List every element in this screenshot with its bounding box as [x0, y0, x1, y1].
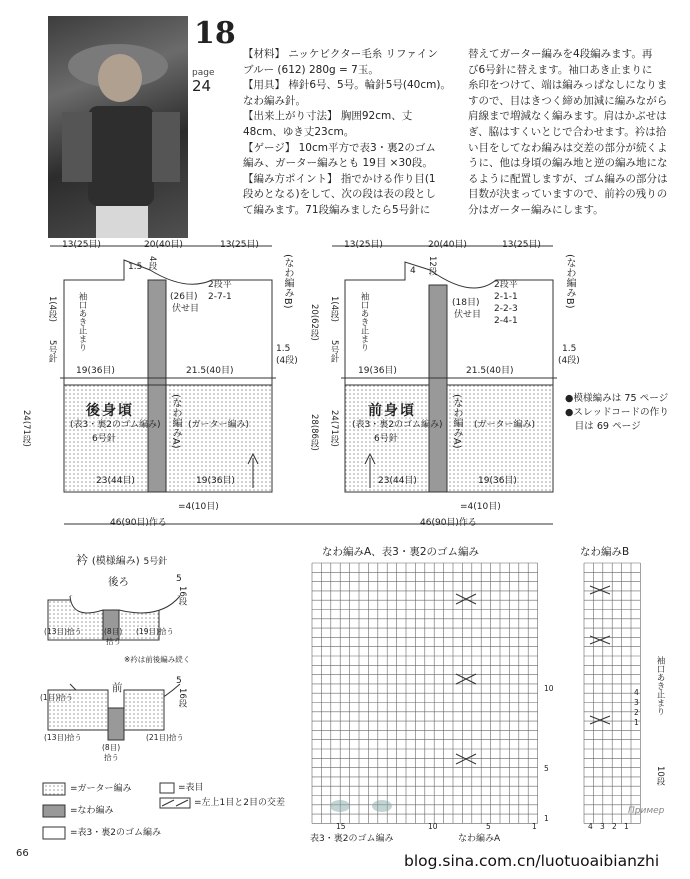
legend-garter: =ガーター編み: [70, 784, 132, 794]
collar-back-rows: 16段: [177, 586, 187, 606]
legend-cross: =左上1目と2目の交差: [194, 798, 285, 808]
chart-b-armhole: 袖口あき止まり: [655, 656, 665, 716]
front-left-side-top: 1(4段): [329, 296, 339, 322]
back-cable-a: (なわ編みA): [170, 394, 181, 449]
page-label: page: [192, 68, 215, 78]
back-garter: (ガーター編み): [188, 420, 250, 430]
note-line: 目は 69 ページ: [565, 421, 641, 432]
chart-b-row: 3: [634, 698, 639, 707]
back-right-small: 1.5: [276, 344, 291, 354]
back-bottom-right: 19(36目): [196, 476, 235, 486]
collar-back-height: 5: [176, 574, 182, 584]
collar-back-center: (8目): [104, 627, 123, 636]
text-line: 糸印をつけて、端は編みっぱなしになりま: [468, 79, 668, 92]
note-line: ●スレッドコードの作り: [565, 407, 669, 418]
back-total-width: 46(90目)作る: [110, 518, 167, 528]
stain-marks: [330, 800, 392, 812]
front-center-bindoff: 伏せ目: [454, 310, 482, 320]
back-left-side-top: 1(4段): [47, 296, 57, 322]
text-line: 【材料】 ニッケビクター毛糸 リファイン: [243, 48, 438, 60]
collar-back-left: (13目)拾う: [44, 627, 82, 636]
front-bottom-left: 23(44目): [378, 476, 417, 486]
collar-title-main: 衿: [76, 553, 89, 567]
page-reference: 24: [192, 77, 212, 95]
text-line: 分はガーター編みにします。: [468, 203, 604, 216]
collar-front-center: (8目): [102, 743, 121, 752]
text-line: 段めとなる)をして、次の段は表の段とし: [243, 188, 436, 201]
collar-needle: 5号針: [143, 557, 168, 567]
front-neck-shaping-2: 2-1-1: [494, 292, 518, 302]
chart-a-title: なわ編みA、表3・裏2のゴム編み: [322, 546, 480, 558]
back-right-small-rows: (4段): [276, 356, 298, 366]
collar-front-left-top: (1目)拾う: [40, 693, 74, 702]
collar-back-right: (19目)拾う: [136, 627, 174, 636]
back-cord: =4(10目): [178, 502, 219, 512]
text-line: び6号針に替えます。袖口あき止まりに: [468, 63, 653, 76]
legend-knit: =表目: [178, 783, 204, 793]
legend-knit-swatch: [160, 783, 174, 793]
text-line: 48cm、ゆき丈23cm。: [243, 125, 355, 138]
chart-a-row-1: 1: [544, 814, 549, 823]
collar-title-sub: (模様編み): [91, 556, 140, 567]
front-needle: 6号針: [374, 434, 398, 444]
chart-b-row: 4: [634, 688, 639, 697]
back-mid-left: 19(36目): [76, 366, 115, 376]
notes-block: [565, 392, 669, 434]
text-line: うに、他は身頃の編み地と逆の編み地にな: [468, 157, 668, 170]
chart-a-col-5: 5: [486, 822, 491, 831]
back-cable-panel: [148, 280, 166, 492]
text-line: 肩線まで増減なく編みます。肩はかぶせは: [468, 110, 667, 123]
chart-b-grid: [584, 563, 640, 823]
back-left-lower: 24(71段): [21, 410, 31, 447]
chart-b-row: 1: [634, 718, 639, 727]
back-center-bindoff: 伏せ目: [172, 304, 200, 314]
back-title: 後身頃: [86, 403, 134, 419]
back-center-sts: (26目): [170, 292, 198, 302]
back-left-needle: 5号針: [47, 340, 57, 363]
chart-a-col-1: 1: [532, 822, 537, 831]
back-subtitle: (表3・裏2のゴム編み): [70, 420, 161, 430]
back-neck-shaping-2: 2-7-1: [208, 292, 232, 302]
pattern-number: 18: [194, 16, 236, 51]
chart-a-row-10: 10: [544, 684, 554, 693]
chart-a-col-15: 15: [336, 822, 346, 831]
front-right-small-rows: (4段): [558, 356, 580, 366]
collar-front-height: 5: [176, 676, 182, 686]
collar-back-label: 後ろ: [108, 576, 129, 588]
back-needle: 6号針: [92, 434, 116, 444]
text-line: い目をしてなわ編みは交差の部分が続くよ: [468, 141, 668, 154]
back-neck-shaping: 2段平: [208, 280, 232, 290]
front-garter: (ガーター編み): [474, 420, 536, 430]
chart-a-col-10: 10: [428, 822, 438, 831]
back-bottom-left: 23(44目): [96, 476, 135, 486]
legend-rib: =表3・裏2のゴム編み: [70, 828, 161, 838]
front-neck-shaping: 2段平: [494, 280, 518, 290]
back-shoulder-small: 1.5: [128, 262, 143, 272]
text-line: 替えてガーター編みを4段編みます。再: [468, 48, 653, 60]
front-right-cable-label: (なわ編みB): [564, 254, 575, 309]
chart-a-bottom-left: 表3・裏2のゴム編み: [310, 834, 394, 844]
page-number: 66: [16, 848, 29, 859]
back-total-rows: 28(86段): [309, 414, 319, 451]
back-mid-right: 21.5(40目): [186, 366, 234, 376]
front-cable-a: (なわ編みA): [451, 394, 462, 449]
back-right-cable-label: (なわ編みB): [282, 254, 293, 309]
legend-cable: =なわ編み: [70, 806, 114, 816]
front-total-width: 46(90目)作る: [420, 518, 477, 528]
front-left-lower: 24(71段): [329, 410, 339, 447]
back-armhole-stop: 袖口あき止まり: [77, 292, 87, 352]
front-bottom-right: 19(36目): [478, 476, 517, 486]
legend-cable-swatch: [43, 805, 65, 817]
note-line: ●模様編みは 75 ページ: [565, 393, 669, 404]
front-dim-right: 13(25目): [502, 240, 541, 250]
front-dim-left: 13(25目): [344, 240, 383, 250]
front-armhole-stop: 袖口あき止まり: [359, 292, 369, 352]
legend-cross-swatch: [160, 798, 190, 808]
text-line: 【出来上がり寸法】 胸囲92cm、丈: [243, 110, 413, 123]
front-mid-right: 21.5(40目): [466, 366, 514, 376]
collar-front-right: (21目)拾う: [146, 733, 184, 742]
front-right-small: 1.5: [562, 344, 577, 354]
collar-title: [76, 554, 167, 568]
collar-front-label: 前: [112, 682, 123, 694]
text-line: て編みます。71段編みましたら5号針に: [243, 203, 431, 216]
text-line: ブルー (612) 280g = 7玉。: [243, 63, 379, 76]
chart-b-title: なわ編みB: [580, 546, 630, 558]
chart-b-rows-label: 10段: [655, 766, 665, 786]
front-cable-panel: [429, 285, 447, 492]
text-line: 【用具】 棒針6号、5号。輪針5号(40cm)。: [243, 79, 451, 92]
collar-note: ※衿は前後編み続く: [124, 655, 191, 664]
brand-mark: Пример: [628, 806, 665, 816]
front-left-needle: 5号針: [329, 340, 339, 363]
collar-back-center-2: 拾う: [106, 637, 121, 646]
front-shoulder-rows: 12段: [427, 256, 437, 276]
back-shoulder-rows: 4段: [147, 256, 157, 270]
collar-front-left: (13目)拾う: [44, 733, 82, 742]
legend-rib-swatch: [43, 827, 65, 839]
front-neck-shaping-3: 2-2-3: [494, 304, 518, 314]
front-title: 前身頃: [368, 403, 416, 419]
back-dim-mid: 20(40目): [144, 240, 183, 250]
text-line: るように配置しますが、ゴム編みの部分は: [468, 172, 668, 185]
back-dim-right: 13(25目): [220, 240, 259, 250]
chart-b-col: 1: [624, 822, 629, 831]
front-shoulder-small: 4: [410, 266, 416, 276]
collar-front-rows: 16段: [177, 688, 187, 708]
chart-b-row: 2: [634, 708, 639, 717]
chart-a-crosses: [456, 586, 610, 764]
chart-b-col: 4: [588, 822, 593, 831]
chart-a-bottom-right: なわ編みA: [458, 834, 501, 844]
front-subtitle: (表3・裏2のゴム編み): [352, 420, 443, 430]
watermark: blog.sina.com.cn/luotuoaibianzhi: [404, 852, 660, 870]
legend-garter-swatch: [43, 783, 65, 795]
text-line: 【編み方ポイント】 指でかける作り目(1: [243, 172, 436, 185]
text-line: すので、目はきつく締め加減に編みながら: [468, 94, 668, 107]
chart-b-col: 3: [600, 822, 605, 831]
back-dim-left: 13(25目): [62, 240, 101, 250]
front-center-sts: (18目): [452, 298, 480, 308]
front-cord: =4(10目): [460, 502, 501, 512]
collar-front-center-2: 拾う: [104, 753, 119, 762]
text-line: なわ編み針。: [243, 94, 306, 107]
chart-a-row-5: 5: [544, 764, 549, 773]
front-neck-shaping-4: 2-4-1: [494, 316, 518, 326]
back-total-height: 20(62段): [309, 304, 319, 341]
chart-b-col: 2: [612, 822, 617, 831]
text-line: 目数が決まっていますので、前衿の残りの: [468, 188, 668, 201]
front-mid-left: 19(36目): [358, 366, 397, 376]
text-line: 【ゲージ】 10cm平方で表3・裏2のゴム: [243, 141, 436, 154]
text-line: ぎ、脇はすくいとじで合わせます。衿は拾: [468, 125, 667, 138]
front-dim-mid: 20(40目): [428, 240, 467, 250]
text-line: 編み、ガーター編みとも 19目 ×30段。: [243, 157, 433, 170]
chart-a-grid: [312, 563, 538, 823]
